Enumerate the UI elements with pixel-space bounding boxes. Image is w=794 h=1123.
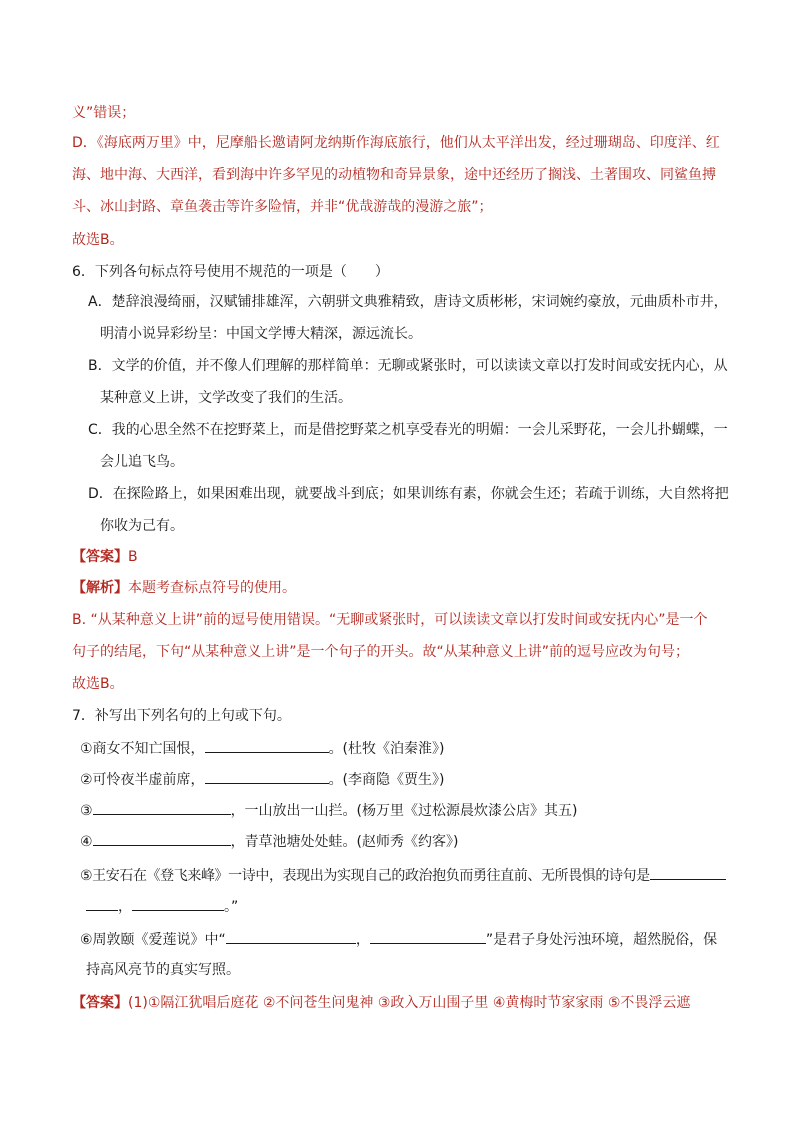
analysis-text: 本题考查标点符号的使用。	[128, 580, 296, 596]
q6-answer	[72, 547, 138, 567]
q6-option-c-line-2: 会儿追飞鸟。	[100, 454, 184, 470]
q7-item-1-text: ①商女不知亡国恨，	[80, 741, 205, 757]
q6-option-d-line-1: D．在探险路上，如果困难出现，就要战斗到底；如果训练有素，你就会生还；若疏于训练，大自然将把	[88, 486, 729, 502]
q7-item-2-text: ②可怜夜半虚前席，	[80, 772, 205, 788]
answer-blank[interactable]	[205, 768, 329, 784]
q7-answer	[72, 993, 690, 1013]
prev-option-d-line-1: D．《海底两万里》中，尼摩船长邀请阿龙纳斯作海底旅行，他们从太平洋出发，经过珊瑚岛、印度洋、红	[72, 135, 720, 151]
prev-option-d-line-2: 海、地中海、大西洋，看到海中许多罕见的动植物和奇异景象，途中还经历了搁浅、土著围攻、同鲨鱼搏	[72, 167, 716, 183]
q6-option-c-line-1: C．我的心思全然不在挖野菜上，而是借挖野菜之机享受春光的明媚：一会儿采野花，一会儿扑蝴蝶，一	[88, 422, 728, 438]
q6-analysis	[72, 578, 296, 598]
q7-item-6-comma: ，	[355, 932, 370, 948]
q7-item-2-source: 。(李商隐《贾生》)	[328, 772, 445, 788]
answer-blank[interactable]	[650, 864, 726, 880]
q6-conclusion: 故选B。	[72, 676, 124, 692]
q6-option-b-line-1: B．文学的价值，并不像人们理解的那样简单：无聊或紧张时，可以读读文章以打发时间或安抚内心，从	[88, 358, 728, 374]
q7-item-3	[80, 799, 578, 821]
answer-blank[interactable]	[132, 895, 224, 911]
q7-item-5-line-2	[86, 895, 238, 917]
q7-item-1	[80, 737, 445, 759]
answer-tag: 【答案】	[72, 995, 128, 1011]
q7-item-5-text: ⑤王安石在《登飞来峰》一诗中，表现出为实现自己的政治抱负而勇往直前、无所畏惧的诗句是	[80, 868, 650, 884]
q7-item-5-comma: ，	[118, 899, 132, 915]
q7-item-1-source: 。(杜牧《泊秦淮》)	[328, 741, 445, 757]
answer-blank[interactable]	[93, 830, 231, 846]
analysis-tag: 【解析】	[72, 580, 128, 596]
prev-option-d-line-3: 斗、冰山封路、章鱼袭击等许多险情，并非“优哉游哉的漫游之旅”；	[72, 199, 493, 215]
q7-item-4-text: ，青草池塘处处蛙。(赵师秀《约客》)	[230, 834, 459, 850]
answer-blank[interactable]	[93, 799, 231, 815]
q7-item-6-line-2: 持高风亮节的真实写照。	[86, 962, 240, 978]
q7-item-4-num: ④	[80, 834, 93, 850]
q6-option-b-line-2: 某种意义上讲，文学改变了我们的生活。	[100, 390, 352, 406]
q6-option-d-line-2: 你收为己有。	[100, 518, 184, 534]
q7-item-4	[80, 830, 459, 852]
q7-item-5-line-1	[80, 864, 726, 886]
answer-blank[interactable]	[205, 737, 329, 753]
q6-explanation-line-1: B. “从某种意义上讲”前的逗号使用错误。“无聊或紧张时，可以读读文章以打发时间或安抚内心”是一个	[72, 612, 708, 628]
q6-stem: 6．下列各句标点符号使用不规范的一项是（ ）	[72, 264, 389, 280]
q7-item-3-text: ，一山放出一山拦。(杨万里《过松源晨炊漆公店》其五)	[230, 803, 578, 819]
q7-stem: 7．补写出下列名句的上句或下句。	[72, 708, 291, 724]
answer-tag: 【答案】	[72, 549, 128, 565]
q7-item-6-line-1	[80, 928, 717, 950]
q6-explanation-line-2: 句子的结尾，下句“从某种意义上讲”是一个句子的开头。故“从某种意义上讲”前的逗号应改为句号；	[72, 644, 690, 660]
q6-option-a-line-1: A．楚辞浪漫绮丽，汉赋铺排雄浑，六朝骈文典雅精致，唐诗文质彬彬，宋词婉约豪放，元曲质朴市井，	[88, 294, 728, 310]
q7-item-2	[80, 768, 445, 790]
q7-item-5-end: 。”	[224, 899, 239, 915]
q7-item-6-tail: ”是君子身处污浊环境，超然脱俗，保	[485, 932, 718, 948]
answer-blank[interactable]	[370, 928, 486, 944]
answer-blank[interactable]	[226, 928, 356, 944]
q7-item-3-num: ③	[80, 803, 93, 819]
q7-item-6-text: ⑥周敦颐《爱莲说》中“	[80, 932, 226, 948]
prev-conclusion: 故选B。	[72, 232, 124, 248]
q6-option-a-line-2: 明清小说异彩纷呈：中国文学博大精深，源远流长。	[100, 326, 422, 342]
answer-value: (1)①隔江犹唱后庭花 ②不问苍生问鬼神 ③政入万山围子里 ④黄梅时节家家雨 ⑤不畏浮云遮	[128, 995, 691, 1011]
answer-blank[interactable]	[86, 895, 118, 911]
prev-line-1: 义”错误；	[72, 105, 136, 121]
answer-value: B	[128, 549, 138, 565]
